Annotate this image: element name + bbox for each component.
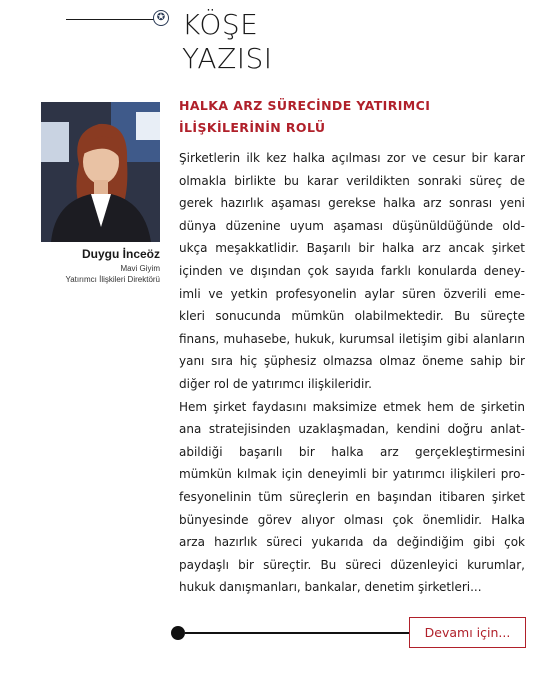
star-icon: ✪ [153, 10, 169, 26]
author-role: Yatırımcı İlişkileri Direktörü [65, 275, 160, 284]
read-more-button[interactable]: Devamı için... [409, 617, 526, 648]
article-body-line: dünya düzenine uyum aşaması düşünüldüğünde old- [179, 218, 525, 233]
article-body-line: Şirketlerin ilk kez halka açılması zor ve cesur bir karar [179, 151, 525, 165]
article-body-line: yanı sıra hiç şüphesiz olmazsa olmaz öneme sahip bir [179, 354, 525, 369]
top-divider-line [66, 19, 154, 20]
author-portrait-illustration [41, 102, 160, 242]
article-body-line: olmakla birlikte bu karar verildikten sonraki süreç de [179, 173, 525, 188]
section-title [182, 8, 382, 76]
bottom-dot [171, 626, 185, 640]
article-headline [179, 95, 519, 139]
article-body-line: Hem şirket faydasını maksimize etmek hem de şirketin [179, 399, 525, 414]
article-body-line: ukça meşakkatlidir. Başarılı bir halka arz ancak şirket [179, 241, 525, 256]
author-name: Duygu İnceöz [81, 247, 160, 261]
section-title-line-1: KÖŞE [182, 8, 259, 41]
article-body-line: imli ve yetkin profesyonelin aylar süren özverili eme- [179, 286, 525, 301]
article-body-line: diğer rol de yatırımcı ilişkileridir. [179, 376, 372, 391]
article-body-line: fesyonelinin tüm süreçlerin en başından itibaren şirket [179, 489, 525, 504]
article-body-line: gerek hazırlık aşaması gerekse halka arz sonrası yeni [179, 196, 525, 211]
headline-line-1: HALKA ARZ SÜRECİNDE YATIRIMCI [179, 98, 431, 113]
article-body-line: kleri sonucunda mümkün olabilmektedir. Bu süreçte [179, 309, 525, 324]
author-photo [41, 102, 160, 242]
article-body-line: ana stratejisinden uzaklaşmadan, kendini doğru anlat- [179, 422, 525, 437]
article-body-line: arza hazırlık süreci yukarıda da değindiğim gibi çok [179, 535, 525, 550]
article-body [179, 147, 525, 599]
article-body-line: abildiği başarılı bir halka arz gerçekleştirmesini [179, 444, 525, 459]
article-body-line: finans, muhasebe, hukuk, kurumsal iletişim gibi alanların [179, 331, 525, 346]
article-body-line: mümkün kılmak için deneyimli bir yatırımcı ilişkileri pro- [179, 467, 525, 482]
author-company: Mavi Giyim [120, 264, 160, 273]
article-body-line: içinden ve dışından çok sayıda farklı konularda deney- [179, 263, 525, 278]
headline-line-2: İLİŞKİLERİNİN ROLÜ [179, 120, 326, 135]
section-title-line-2: YAZISI [182, 42, 273, 75]
article-body-line: bünyesinde görev alıyor olması çok önemlidir. Halka [179, 512, 525, 527]
article-body-line: hukuk danışmanları, bankalar, denetim şirketleri... [179, 580, 482, 595]
article-body-line: paydaşlı bir süreçtir. Bu süreci düzenleyici kurumlar, [179, 557, 525, 572]
bottom-divider-line [185, 632, 409, 634]
